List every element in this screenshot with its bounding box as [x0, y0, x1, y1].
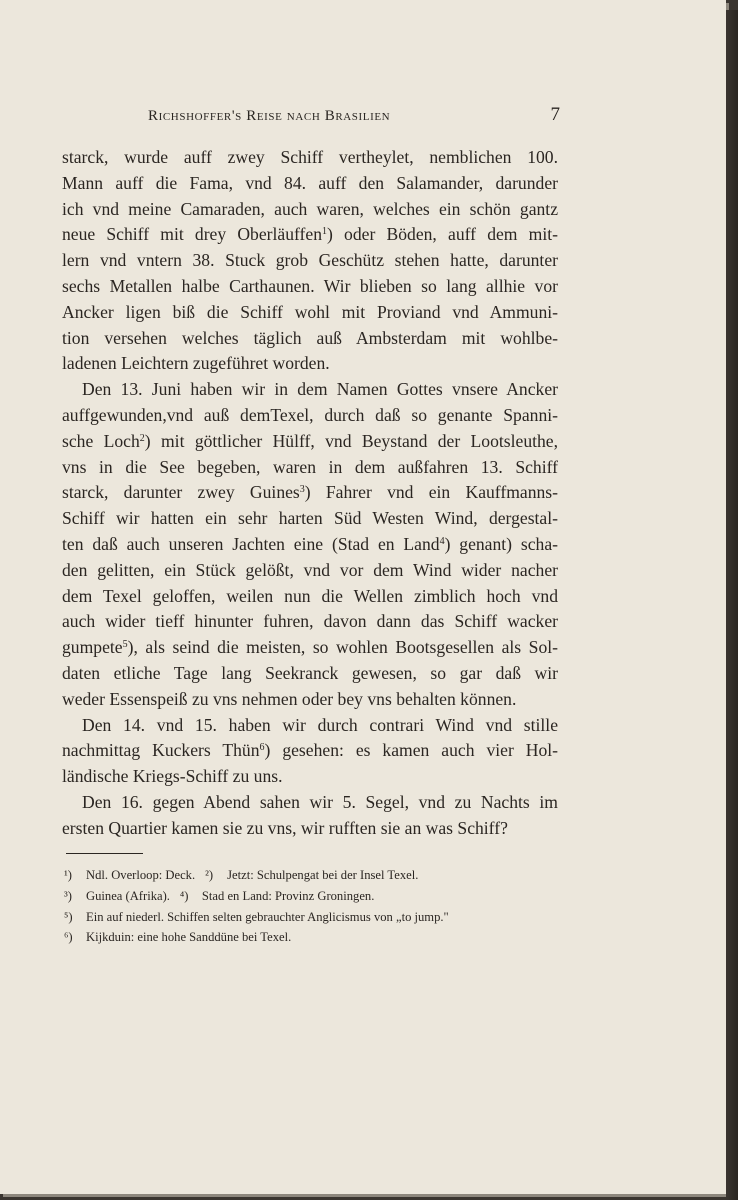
text-line: ersten Quartier kamen sie zu vns, wir rufften sie an was Schiff? — [62, 817, 508, 838]
footnote-mark: ⁵) — [64, 909, 73, 924]
text-line: Den 14. vnd 15. haben wir durch contrari Wind vnd stille — [82, 714, 558, 735]
text-line: sechs Metallen halbe Carthaunen. Wir blieben so lang allhie vor — [62, 275, 558, 296]
footnote-text: Stad en Land: Provinz Groningen. — [201, 888, 375, 903]
text-line: Den 13. Juni haben wir in dem Namen Gottes vnsere Ancker — [82, 379, 558, 400]
footnote-ref: 4 — [439, 535, 445, 547]
footnote-text: Kijkduin: eine hohe Sanddüne bei Texel. — [86, 930, 292, 945]
footnote-line — [64, 927, 564, 948]
body-text — [62, 145, 558, 842]
text-line — [62, 480, 558, 506]
text-line — [62, 429, 558, 455]
text-fragment: ) Fahrer vnd ein Kauffmanns- — [304, 482, 558, 503]
text-line: daten etliche Tage lang Seekranck gewesen, so gar daß wir — [62, 662, 558, 683]
text-line: Schiff wir hatten ein sehr harten Süd Westen Wind, dergestal- — [62, 508, 558, 529]
footnote-ref: 5 — [122, 639, 128, 651]
text-line: den gelitten, ein Stück gelößt, vnd vor dem Wind wider nacher — [62, 559, 558, 580]
text-line: vns in die See begeben, waren in dem außfahren 13. Schiff — [62, 456, 558, 477]
text-line — [62, 635, 558, 661]
text-fragment: ) mit göttlicher Hülff, vnd Beystand der Lootsleuthe, — [144, 430, 559, 451]
text-line: Den 16. gegen Abend sahen wir 5. Segel, vnd zu Nachts im — [82, 791, 558, 812]
text-line: ich vnd meine Camaraden, auch waren, welches ein schön gantz — [62, 198, 558, 219]
footnote-rule — [66, 853, 143, 854]
footnotes — [64, 865, 564, 948]
text-line: Ancker ligen biß die Schiff wohl mit Proviand vnd Ammuni- — [62, 301, 558, 322]
text-line — [62, 738, 558, 764]
text-line — [62, 532, 558, 558]
footnote-mark: ²) — [205, 868, 214, 882]
footnote-ref: 6 — [259, 742, 265, 754]
text-line: ländische Kriegs-Schiff zu uns. — [62, 766, 283, 787]
text-fragment: ), als seind die meisten, so wohlen Bootsgesellen als Sol- — [127, 637, 558, 658]
footnote-mark: ³) — [64, 888, 72, 903]
text-line: Mann auff die Fama, vnd 84. auff den Salamander, darunder — [62, 172, 558, 193]
text-fragment: ) gesehen: es kamen auch vier Hol- — [264, 740, 559, 761]
text-fragment: neue Schiff mit drey Oberläuffen — [62, 224, 323, 245]
text-fragment: ) genant) scha- — [444, 533, 558, 554]
running-head — [148, 104, 560, 128]
footnote-text: Guinea (Afrika). — [86, 888, 170, 903]
text-line: lern vnd vntern 38. Stuck grob Geschütz stehen hatte, darunter — [62, 250, 558, 271]
paragraph-3 — [62, 713, 558, 790]
text-fragment: gumpete — [62, 637, 123, 658]
text-fragment: ) oder Böden, auff dem mit- — [327, 224, 558, 245]
paragraph-4 — [62, 790, 558, 842]
running-title: Richshoffer's Reise nach Brasilien — [148, 108, 391, 124]
paragraph-2 — [62, 377, 558, 712]
text-line — [62, 222, 558, 248]
text-fragment: sche Loch — [62, 430, 140, 451]
text-line: auffgewunden,vnd auß demTexel, durch daß so genante Spanni- — [62, 404, 558, 425]
footnote-ref: 2 — [139, 432, 145, 444]
footnote-line — [64, 886, 564, 907]
text-line: dem Texel geloffen, weilen nun die Wellen zimblich hoch vnd — [62, 585, 558, 606]
text-line: starck, wurde auff zwey Schiff vertheylet, nemblichen 100. — [62, 147, 558, 167]
footnote-mark: ⁴) — [179, 888, 189, 903]
footnote-text: Ein auf niederl. Schiffen selten gebrauchter Anglicismus von „to jump." — [86, 909, 449, 924]
page-number: 7 — [550, 104, 560, 125]
footnote-mark: ¹) — [64, 868, 72, 882]
footnote-ref: 3 — [299, 484, 305, 496]
text-line: weder Essenspeiß zu vns nehmen oder bey vns behalten können. — [62, 688, 517, 709]
footnote-line — [64, 907, 564, 928]
footnote-text: Ndl. Overloop: Deck. — [86, 868, 196, 882]
footnote-text: Jetzt: Schulpengat bei der Insel Texel. — [227, 868, 419, 882]
footnote-mark: ⁶) — [64, 930, 73, 945]
text-fragment: nachmittag Kuckers Thün — [62, 740, 260, 761]
page-edge-shadow — [726, 10, 738, 1200]
text-fragment: ten daß auch unseren Jachten eine (Stad en Land — [62, 533, 440, 554]
text-line: tion versehen welches täglich auß Ambsterdam mit wohlbe- — [62, 327, 558, 348]
footnote-ref: 1 — [322, 226, 328, 238]
footnote-line — [64, 865, 564, 886]
text-line: ladenen Leichtern zugeführet worden. — [62, 353, 330, 374]
text-line: auch wider tieff hinunter fuhren, davon dann das Schiff wacker — [62, 611, 558, 632]
paragraph-1 — [62, 145, 558, 377]
text-fragment: starck, darunter zwey Guines — [62, 482, 300, 503]
